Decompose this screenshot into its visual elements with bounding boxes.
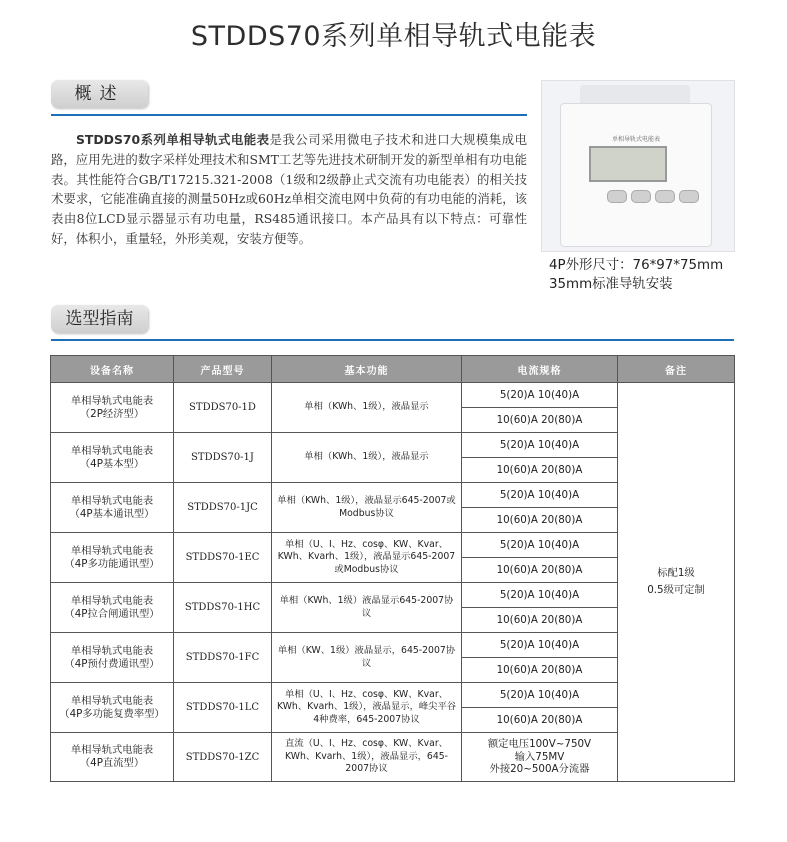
device-name-cell: 单相导轨式电能表 （2P经济型） [51,383,174,433]
overview-body: 是我公司采用微电子技术和进口大规模集成电路，应用先进的数字采样处理技术和SMT工艺等先进技术研制开发的新型单相有功电能表。其性能符合GB/T17215.321-2008（1级和2级静止式交流有功电能表）的相关技术要求，它能准确直接的测量50Hz或60Hz单相交流电网中负荷的有功电能的消耗，该表由8位LCD显示器显示有功电量，RS485通讯接口。本产品具有以下特点：可靠性好，体积小，重量轻，外形美观，安装方便等。 [51,132,527,246]
mounting-text: 35mm标准导轨安装 [549,277,673,292]
model-cell: STDDS70-1JC [174,483,272,533]
current-spec-cell: 5(20)A 10(40)A [462,433,618,458]
function-cell: 单相（KWh、1级），液晶显示645-2007或Modbus协议 [272,483,462,533]
meter-button [679,190,699,203]
dimension-text: 4P外形尺寸：76*97*75mm [549,258,724,273]
device-name-cell: 单相导轨式电能表 （4P预付费通讯型） [51,633,174,683]
current-spec-cell: 10(60)A 20(80)A [462,558,618,583]
meter-panel-label: 单相导轨式电能表 [611,136,660,143]
column-header: 电流规格 [462,356,618,383]
model-cell: STDDS70-1EC [174,533,272,583]
model-cell: STDDS70-1D [174,383,272,433]
meter-button [607,190,627,203]
column-header: 备注 [618,356,735,383]
current-spec-cell: 10(60)A 20(80)A [462,608,618,633]
selection-table [50,355,735,782]
model-cell: STDDS70-1J [174,433,272,483]
page-title: STDDS70系列单相导轨式电能表 [190,21,597,52]
current-spec-cell: 10(60)A 20(80)A [462,708,618,733]
photo-caption [549,256,779,294]
current-spec-cell: 10(60)A 20(80)A [462,508,618,533]
voltage-spec-cell: 额定电压100V~750V 输入75MV 外接20~500A分流器 [462,733,618,782]
current-spec-cell: 10(60)A 20(80)A [462,658,618,683]
function-cell: 单相（U、I、Hz、cosφ、KW、Kvar、KWh、Kvarh、1级），液晶显示，峰尖平谷4种费率，645-2007协议 [272,683,462,733]
remark-cell: 标配1级 0.5级可定制 [618,383,735,782]
current-spec-cell: 5(20)A 10(40)A [462,683,618,708]
device-name-cell: 单相导轨式电能表 （4P基本通讯型） [51,483,174,533]
function-cell: 单相（KWh、1级）液晶显示645-2007协议 [272,583,462,633]
meter-terminal-block [580,85,690,103]
selection-guide-divider [51,339,734,341]
device-name-cell: 单相导轨式电能表 （4P基本型） [51,433,174,483]
model-cell: STDDS70-1ZC [174,733,272,782]
column-header: 设备名称 [51,356,174,383]
table-header-row [51,356,735,383]
model-cell: STDDS70-1FC [174,633,272,683]
current-spec-cell: 5(20)A 10(40)A [462,583,618,608]
product-photo [541,80,735,252]
meter-button [655,190,675,203]
function-cell: 直流（U、I、Hz、cosφ、KW、Kvar、KWh、Kvarh、1级），液晶显示，645-2007协议 [272,733,462,782]
column-header: 基本功能 [272,356,462,383]
meter-button [631,190,651,203]
overview-lead: STDDS70系列单相导轨式电能表 [76,132,270,147]
current-spec-cell: 5(20)A 10(40)A [462,533,618,558]
overview-divider [51,114,527,116]
overview-section-tab: 概述 [51,80,148,108]
current-spec-cell: 10(60)A 20(80)A [462,458,618,483]
table-row [51,383,735,408]
current-spec-cell: 10(60)A 20(80)A [462,408,618,433]
function-cell: 单相（KWh、1级），液晶显示 [272,383,462,433]
meter-button-row [587,190,697,204]
function-cell: 单相（KWh、1级），液晶显示 [272,433,462,483]
current-spec-cell: 5(20)A 10(40)A [462,633,618,658]
device-name-cell: 单相导轨式电能表 （4P直流型） [51,733,174,782]
column-header: 产品型号 [174,356,272,383]
overview-paragraph [51,130,527,249]
device-name-cell: 单相导轨式电能表 （4P多功能复费率型） [51,683,174,733]
meter-body [560,103,712,247]
current-spec-cell: 5(20)A 10(40)A [462,483,618,508]
function-cell: 单相（U、I、Hz、cosφ、KW、Kvar、KWh、Kvarh、1级），液晶显示645-2007或Modbus协议 [272,533,462,583]
function-cell: 单相（KW、1级）液晶显示，645-2007协议 [272,633,462,683]
current-spec-cell: 5(20)A 10(40)A [462,383,618,408]
device-name-cell: 单相导轨式电能表 （4P多功能通讯型） [51,533,174,583]
selection-guide-section-tab: 选型指南 [51,305,148,333]
model-cell: STDDS70-1LC [174,683,272,733]
meter-lcd-display [589,146,667,182]
device-name-cell: 单相导轨式电能表 （4P拉合闸通讯型） [51,583,174,633]
model-cell: STDDS70-1HC [174,583,272,633]
